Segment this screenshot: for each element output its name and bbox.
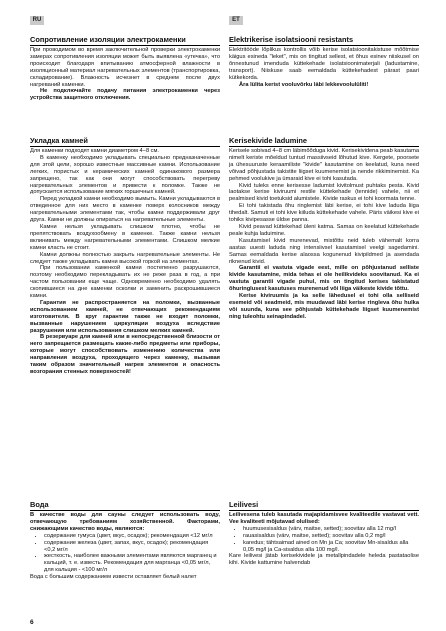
paragraph: Вода с большим содержанием извести оставляет белый налет	[30, 574, 197, 581]
list-item: • huumusesisaldus (värv, maitse, setted); soovitav alla 12 mg/l	[243, 526, 419, 533]
list-item: • содержание железа (цвет, запах, вкус, осадок); рекомендация <0,2 мг/л	[44, 540, 220, 554]
section-stones-et	[229, 136, 419, 321]
warranty-paragraph: Garantii ei vastuta vigade eest, mille on põhjustanud selliste kivide kasutamine, mida tehas ei ole heilikvideks soovitanud. Ka ei vastuta garantii vigade puhul, mis on tingitud kerises takistatud õhuringlusest kasutuses murenenud või liiga väikeste kivide tõttu.	[229, 265, 419, 293]
paragraph: Kare leilivesi jätab kerisekividele ja metallpindadele heleda pastataolise kihi. Kivide kattumine halvendab	[229, 553, 419, 567]
list-item: • karedus; tähtsaimad ained on Mn ja Ca; soovitav Mn-sisaldus alla 0,05 mg/l ja Ca-sisaldus alla 100 mg/l.	[243, 540, 419, 554]
page-number: 6	[30, 619, 34, 626]
language-tab-et: ET	[229, 16, 243, 25]
list-item: • жесткость, наиболее важными элементами являются марганец и кальций, т. е. известь. Рекомендация для марганца <0,05 мг/л, для кальция - <100 мг/л	[44, 553, 220, 574]
paragraph: Leilivesena tuleb kasutada majapidamisvee kvaliteedile vastavat vett. Vee kvaliteeti mõjutavad olulised:	[229, 512, 419, 525]
water-quality-list	[30, 533, 220, 574]
paragraph: Для каменки подходят камни диаметром 4−8 см.	[30, 148, 160, 154]
paragraph: Kerisele sobivad 4−8 cm läbimõõduga kivid. Kerisekividena peab kasutama nimelt keriste mõeldud tuntud massiivseid lõhutud kive. Kergete, poorsete ja ühesuuruste keraamiliste "kivide" kasutamine on keelatud, kuna need võivad põhjustada takistite liigset kuumenemist ja nende rikkiminemist. Ka pehmed voolukive ja ümaraid kive ei tohi kasutada.	[229, 148, 419, 182]
section-heading: Укладка камней	[30, 136, 220, 147]
paragraph: Перед укладкой камни необходимо вымыть. Камни укладываются в отведенное для них место в каменке поверх колосников между нагревательными элементами так, чтобы камни поддерживали друг друга. Камни не должны опираться на нагревательные элементы.	[30, 196, 220, 224]
section-heading: Kerisekivide ladumine	[229, 136, 419, 147]
list-item: • rauasisaldus (värv, maitse, setted); soovitav alla 0,2 mg/l	[243, 533, 419, 540]
paragraph: Elektritööde lõplikus kontrollis võib kerise isolatsioonitakistuse mõõtmise käigus esineda "leket", mis on tingitud sellest, et õhus esinev niiskusel on õnnestunud imenduda küttekehade isolatsioonimaterjali (ladustamine, transport). Niiskuse saab eemaldada küttekehadest pärast paari kütkekorda.	[229, 47, 419, 81]
paragraph: Камни нельзя укладывать слишком плотно, чтобы не препятствовать воздухообмену в каменке. Также камни нельзя вклинивать между нагревательными элементами. Слишком мелкие камни класть не стоит.	[30, 223, 220, 251]
warning-paragraph: Не подключайте подачу питания электрокаменки через устройства защитного отключения.	[30, 88, 220, 102]
section-insulation-ru	[30, 35, 220, 102]
language-tab-ru: RU	[30, 16, 44, 25]
warning-paragraph: В резервуаре для камней или в непосредственной близости от него запрещается размещать какие-либо предметы или приборы, которые могут способствовать изменению количества или направления воздуха, проходящего через каменку, вызывая таким образом значительный нагрев элементов и опасность возгорания стенных поверхностей!	[30, 334, 220, 375]
paragraph: При проводимом во время заключительной проверки электрокаменки замерах сопротивления изоляции может быть выявлена «утечка», что происходит благодаря впитыванию атмосферной влажности в изоляционный материал нагревательных элементов (транспортировка, складирование). Влажность исчезнет в среднем после двух нагреваний каменки.	[30, 47, 220, 88]
section-heading: Вода	[30, 500, 220, 511]
paragraph: Kivid tuleks enne kerisesse ladumist kivitolmust puhtaks pesta. Kivid laotakse kerise kiviruumi restile küttekehade (tennide) vahele, nii et pealmised kivid toetuksid alumistele. Kivide raskus ei tohi koormata tenne.	[229, 182, 419, 203]
paragraph: Kasutamisel kivid murenevad, mistõttu neid tuleb vähemalt korra aastas uuesti laduda ning intensiivsel kasutamisel veelgi sagedamini. Samas eemaldada kerise alaossa kogunenud kivipildmed ja asendada riknenud kivid.	[229, 237, 419, 265]
paragraph: Камни должны полностью закрыть нагревательные элементы. Не следует также укладывать камни высокой горкой на элементах.	[30, 251, 220, 265]
section-water-et	[229, 500, 419, 567]
paragraph: Kivid peavad küttekehad üleni katma. Samas on keelatud küttekehade peale kuhja laduimine.	[229, 223, 419, 237]
section-insulation-et	[229, 35, 419, 88]
water-quality-list	[229, 526, 419, 554]
section-heading: Сопротивление изоляции электрокаменки	[30, 35, 220, 46]
paragraph: При пользовании каменкой камни постепенно разрушаются, поэтому необходимо перекладывать их не реже раза в год, а при частом пользовании еще чаще. Одновременно необходимо удалять скопившиеся на дне каменки осколки и заменить раскрошившиеся камни.	[30, 265, 220, 300]
section-stones-ru	[30, 136, 220, 376]
paragraph: Ei tohi takistada õhu ringlemist läbi kerise, ei tohi kive laduda liiga tihedalt. Samuti ei tohi kive kiiluda küttekehade vahele. Päris väikesi kive ei tohiks kivipesasse üldse panna.	[229, 203, 419, 224]
section-heading: Leilivesi	[229, 500, 419, 511]
section-water-ru	[30, 500, 220, 581]
paragraph	[30, 155, 220, 196]
warning-paragraph: Ära lülita kerist vooluvõrku läbi lekkevoolulüliti!	[239, 81, 369, 88]
paragraph: В качестве воды для сауны следует использовать воду, отвечающую требованиям хозяйственной. Факторами, снижающими качество воды, являются:	[30, 512, 220, 532]
warning-paragraph: Kerise kiviruumis ja ka selle lähedusel ei tohi olla selliseid esemeid või seadmeid, mis muudavad läbi kerise ringleva õhu hulka või suunda, kuna see põhjustab küttekehade liigset kuumenemist ning tuleohtu seinapindadel.	[229, 293, 419, 320]
list-item: • содержание гумуса (цвет, вкус, осадок); рекомендация <12 мг/л	[44, 533, 220, 540]
paragraph-text: В каменку необходимо укладывать специально предназначенные для этой цели, хорошо известные массивные камни. Использование легких, пористых и керамических камней одинакового размера запрещено, так как они могут способствовать перегреву нагревательных элементов и привести к поломке. Также не допускается использование мягких горшечных камней.	[30, 154, 220, 196]
warranty-paragraph: Гарантия не распространяется на поломки, вызванные использованием камней, не отвечающих рекомендациям изготовителя. В круг гарантии также не входят поломки, вызванные нарушением циркуляции воздуха вследствие разрушения или использования слишком мелких камней.	[30, 299, 220, 334]
section-heading: Elektrikerise isolatsiooni resistants	[229, 35, 419, 46]
